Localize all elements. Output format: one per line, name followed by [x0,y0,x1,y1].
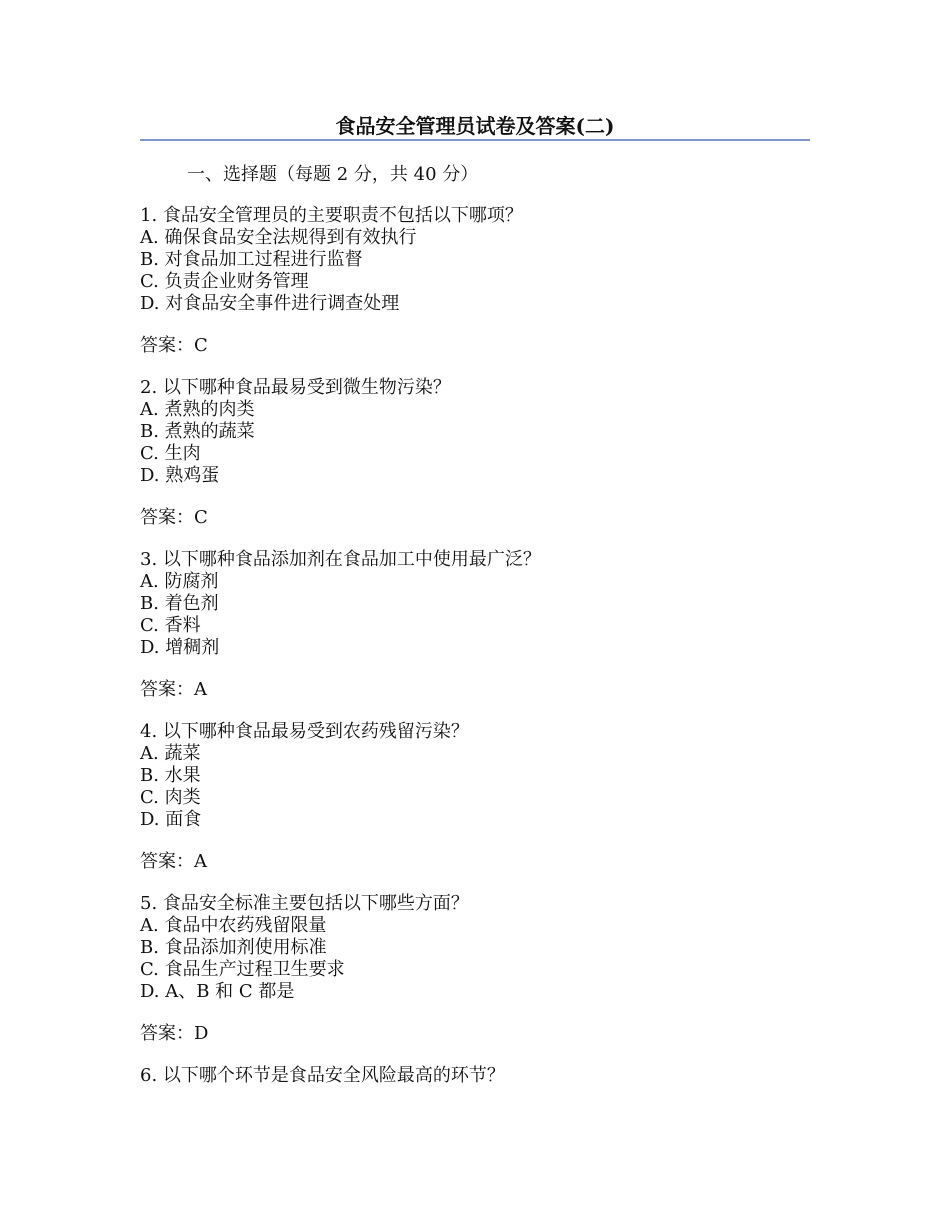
question-text: 3. 以下哪种食品添加剂在食品加工中使用最广泛？ [140,549,541,570]
option-a: A. 食品中农药残留限量 [140,915,327,936]
section-heading: 一、选择题（每题 2 分，共 40 分） [187,164,479,185]
option-c: C. 肉类 [140,787,201,808]
option-list [140,743,810,831]
option-c: C. 生肉 [140,443,201,464]
option-a: A. 蔬菜 [140,743,201,764]
option-b: B. 水果 [140,765,201,786]
question-block [140,721,810,873]
question-text: 5. 食品安全标准主要包括以下哪些方面？ [140,893,469,914]
option-a: A. 防腐剂 [140,571,219,592]
option-list [140,915,810,1003]
option-list [140,399,810,487]
option-d: D. 对食品安全事件进行调查处理 [140,293,400,314]
question-block [140,205,810,357]
answer-text: 答案：A [140,851,207,872]
answer-text: 答案：D [140,1023,209,1044]
question-text: 2. 以下哪种食品最易受到微生物污染？ [140,377,451,398]
option-list [140,227,810,315]
answer-text: 答案：C [140,335,208,356]
option-b: B. 对食品加工过程进行监督 [140,249,363,270]
question-block [140,549,810,701]
option-c: C. 负责企业财务管理 [140,271,309,292]
option-d: D. 增稠剂 [140,637,220,658]
option-d: D. 熟鸡蛋 [140,465,220,486]
answer-text: 答案：C [140,507,208,528]
question-block [140,893,810,1045]
option-d: D. A、B 和 C 都是 [140,981,295,1002]
document-title: 食品安全管理员试卷及答案(二) [335,114,615,138]
title-divider [140,139,810,141]
option-d: D. 面食 [140,809,202,830]
answer-text: 答案：A [140,679,207,700]
question-text: 4. 以下哪种食品最易受到农药残留污染？ [140,721,469,742]
question-block [140,377,810,529]
question-text: 6. 以下哪个环节是食品安全风险最高的环节？ [140,1065,505,1086]
option-b: B. 着色剂 [140,593,219,614]
option-a: A. 确保食品安全法规得到有效执行 [140,227,417,248]
option-b: B. 煮熟的蔬菜 [140,421,255,442]
option-c: C. 食品生产过程卫生要求 [140,959,345,980]
question-text: 1. 食品安全管理员的主要职责不包括以下哪项？ [140,205,523,226]
option-a: A. 煮熟的肉类 [140,399,255,420]
option-b: B. 食品添加剂使用标准 [140,937,327,958]
question-list [140,205,810,1087]
option-c: C. 香料 [140,615,201,636]
option-list [140,571,810,659]
question-block [140,1065,810,1087]
